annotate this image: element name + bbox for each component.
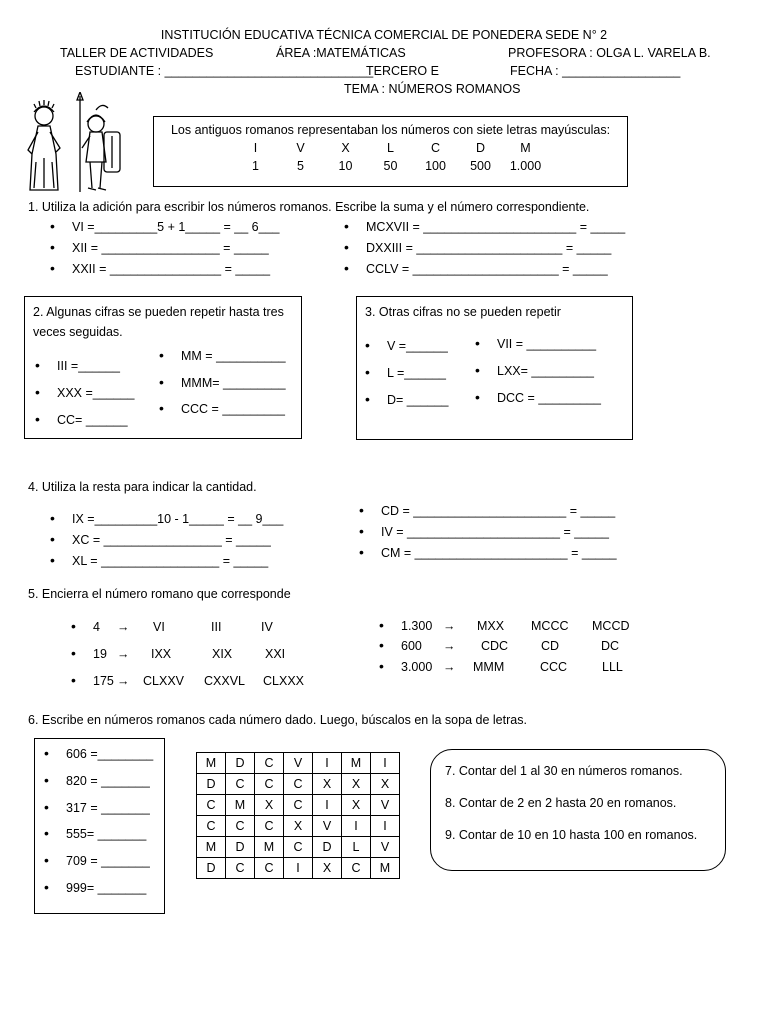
grid-cell[interactable]: I [342,816,371,837]
grid-cell[interactable]: V [371,837,400,858]
grid-cell[interactable]: I [313,795,342,816]
roman-option[interactable]: CLXXV [143,674,184,688]
grid-row [197,858,400,879]
roman-letter: X [341,141,350,155]
roman-letters-row [154,141,627,155]
roman-value: 1.000 [509,159,542,173]
grid-cell[interactable]: X [342,795,371,816]
grid-row [197,753,400,774]
grid-cell[interactable]: C [226,816,255,837]
grid-cell[interactable]: C [342,858,371,879]
grid-cell[interactable]: V [284,753,313,774]
grid-cell[interactable]: X [342,774,371,795]
section3-item[interactable]: • D= ______ [387,393,449,407]
task-9: 9. Contar de 10 en 10 hasta 100 en romanos. [445,828,698,842]
arrow-icon: → [117,674,130,688]
section4-item[interactable]: • IV = ______________________ = _____ [381,525,609,539]
roman-option[interactable]: MMM [473,660,505,674]
roman-figures-illustration [20,92,126,196]
grid-cell[interactable]: D [313,837,342,858]
roman-option[interactable]: MCCC [531,619,569,633]
word-search-grid [196,752,400,879]
section3-item[interactable]: • DCC = _________ [497,391,601,405]
roman-letter: D [475,141,486,155]
section4-item[interactable]: • IX =_________10 - 1_____ = __ 9___ [72,512,283,526]
workshop-label: TALLER DE ACTIVIDADES [60,46,214,60]
grid-cell[interactable]: C [255,816,284,837]
section4-item[interactable]: • CM = ______________________ = _____ [381,546,617,560]
topic-title: TEMA : NÚMEROS ROMANOS [344,82,521,96]
grid-cell[interactable]: C [255,753,284,774]
grid-row [197,837,400,858]
section4-item[interactable]: • CD = ______________________ = _____ [381,504,615,518]
section6-item[interactable]: • 820 = _______ [66,774,150,788]
section2-title-cont: veces seguidas. [33,325,123,339]
roman-value: 500 [470,159,491,173]
grid-cell[interactable]: M [226,795,255,816]
grid-cell[interactable]: X [313,858,342,879]
task-8: 8. Contar de 2 en 2 hasta 20 en romanos. [445,796,677,810]
section3-box [356,296,633,440]
grid-cell[interactable]: C [284,795,313,816]
grid-cell[interactable]: D [197,858,226,879]
given-number: 600 [401,639,422,653]
grid-cell[interactable]: C [255,774,284,795]
section6-item[interactable]: • 606 =________ [66,747,153,761]
section1-item[interactable]: • CCLV = _____________________ = _____ [366,262,608,276]
grid-row [197,774,400,795]
section3-item[interactable]: • VII = __________ [497,337,596,351]
section3-title: 3. Otras cifras no se pueden repetir [365,305,561,319]
roman-option[interactable]: VI [153,620,165,634]
roman-value: 10 [338,159,353,173]
grid-cell[interactable]: X [313,774,342,795]
grid-cell[interactable]: C [284,774,313,795]
given-number: 19 [93,647,107,661]
arrow-icon: → [117,647,130,661]
grade-label: TERCERO E [366,64,439,78]
intro-text: Los antiguos romanos representaban los números con siete letras mayúsculas: [170,123,611,137]
grid-cell[interactable]: C [226,774,255,795]
roman-value: 50 [383,159,398,173]
grid-cell[interactable]: I [284,858,313,879]
section3-item[interactable]: • L =______ [387,366,446,380]
section3-item[interactable]: • V =______ [387,339,448,353]
grid-cell[interactable]: D [226,837,255,858]
roman-option[interactable]: CDC [481,639,509,653]
roman-value: 100 [425,159,446,173]
grid-cell[interactable]: I [371,753,400,774]
section4-item[interactable]: • XL = _________________ = _____ [72,554,268,568]
roman-option[interactable]: IXX [151,647,172,661]
roman-value: 1 [252,159,259,173]
teacher-label: PROFESORA : OLGA L. VARELA B. [508,46,711,60]
arrow-icon: → [443,660,456,674]
section3-item[interactable]: • LXX= _________ [497,364,594,378]
roman-value: 5 [297,159,304,173]
roman-option[interactable]: XIX [212,647,233,661]
section2-item[interactable]: • MM = __________ [181,349,286,363]
section2-item[interactable]: • XXX =______ [57,386,135,400]
section1-title: 1. Utiliza la adición para escribir los números romanos. Escribe la suma y el número correspondiente. [28,200,590,214]
section1-item[interactable]: • DXXIII = _____________________ = _____ [366,241,611,255]
grid-cell[interactable]: C [197,795,226,816]
section4-item[interactable]: • XC = _________________ = _____ [72,533,271,547]
roman-letter: C [430,141,441,155]
roman-letter: L [387,141,394,155]
grid-row [197,795,400,816]
section1-item[interactable]: • XXII = ________________ = _____ [72,262,270,276]
roman-letter: M [520,141,531,155]
grid-row [197,816,400,837]
grid-cell[interactable]: D [197,774,226,795]
given-number: 1.300 [401,619,433,633]
grid-cell[interactable]: M [342,753,371,774]
section2-title: 2. Algunas cifras se pueden repetir hasta tres [33,305,284,319]
section2-item[interactable]: • CCC = _________ [181,402,285,416]
section6-item[interactable]: • 555= _______ [66,827,146,841]
grid-cell[interactable]: C [284,837,313,858]
section6-item[interactable]: • 709 = _______ [66,854,150,868]
grid-cell[interactable]: X [255,795,284,816]
grid-cell[interactable]: V [371,795,400,816]
grid-cell[interactable]: M [255,837,284,858]
section5-title: 5. Encierra el número romano que corresponde [28,587,291,601]
grid-cell[interactable]: C [197,816,226,837]
roman-letter: V [296,141,305,155]
section6-item[interactable]: • 999= _______ [66,881,146,895]
grid-cell[interactable]: I [313,753,342,774]
arrow-icon: → [443,639,456,653]
grid-cell[interactable]: V [313,816,342,837]
roman-option[interactable]: MXX [477,619,505,633]
roman-option[interactable]: LLL [602,660,623,674]
section1-item[interactable]: • XII = _________________ = _____ [72,241,269,255]
given-number: 3.000 [401,660,433,674]
grid-cell[interactable]: C [255,858,284,879]
roman-option[interactable]: CD [541,639,560,653]
roman-letter: I [253,141,258,155]
grid-cell[interactable]: M [197,837,226,858]
roman-option[interactable]: IV [261,620,273,634]
grid-cell[interactable]: M [197,753,226,774]
counting-tasks-box [430,749,726,871]
date-field[interactable]: FECHA : _________________ [510,64,681,78]
given-number: 175 [93,674,114,688]
section6-title: 6. Escribe en números romanos cada número dado. Luego, búscalos en la sopa de letras. [28,713,527,727]
roman-option[interactable]: III [211,620,222,634]
section6-item[interactable]: • 317 = _______ [66,801,150,815]
student-field[interactable]: ESTUDIANTE : ______________________________ [75,64,374,78]
grid-cell[interactable]: I [371,816,400,837]
grid-cell[interactable]: C [226,858,255,879]
arrow-icon: → [117,620,130,634]
grid-cell[interactable]: M [371,858,400,879]
section2-box [24,296,302,439]
roman-option[interactable]: MCCD [592,619,630,633]
grid-cell[interactable]: L [342,837,371,858]
roman-option[interactable]: DC [601,639,620,653]
section1-item[interactable]: • VI =_________5 + 1_____ = __ 6___ [72,220,280,234]
section2-item[interactable]: • III =______ [57,359,120,373]
section1-item[interactable]: • MCXVII = ______________________ = _____ [366,220,625,234]
grid-cell[interactable]: D [226,753,255,774]
roman-option[interactable]: CCC [540,660,568,674]
roman-values-row [154,159,627,173]
institution-title: INSTITUCIÓN EDUCATIVA TÉCNICA COMERCIAL DE PONEDERA SEDE N° 2 [160,28,608,42]
area-label: ÁREA :MATEMÁTICAS [276,46,406,60]
roman-option[interactable]: CXXVL [204,674,245,688]
grid-cell[interactable]: X [371,774,400,795]
given-number: 4 [93,620,100,634]
grid-cell[interactable]: X [284,816,313,837]
section6-items-box [34,738,165,914]
section2-item[interactable]: • MMM= _________ [181,376,286,390]
intro-box [153,116,628,187]
roman-option[interactable]: XXI [265,647,286,661]
roman-option[interactable]: CLXXX [263,674,304,688]
section2-item[interactable]: • CC= ______ [57,413,128,427]
section4-title: 4. Utiliza la resta para indicar la cantidad. [28,480,257,494]
arrow-icon: → [443,619,456,633]
task-7: 7. Contar del 1 al 30 en números romanos. [445,764,683,778]
